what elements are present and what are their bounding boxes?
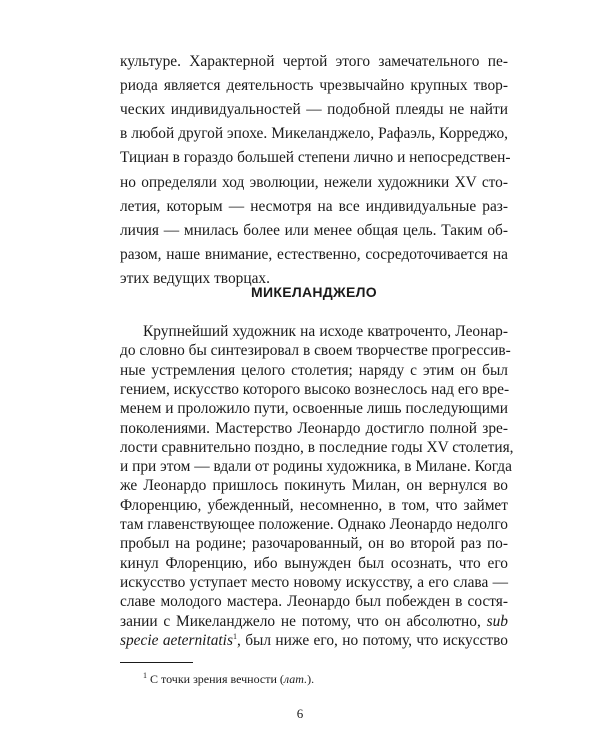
- text-line: менем и проложило пути, освоенные лишь последующими: [120, 400, 508, 418]
- text-line: личия — мнилась более или менее общая цель. Таким об-: [120, 221, 508, 239]
- page-number: 6: [296, 706, 304, 721]
- text-line: и при этом — вдали от родины художника, в Милане. Когда: [120, 458, 512, 476]
- footnote-marker[interactable]: 1: [232, 631, 237, 641]
- footnote-text-end: ).: [307, 672, 315, 686]
- text-line: [120, 631, 508, 651]
- footnote-divider: [120, 662, 193, 663]
- text-line: до словно бы синтезировал в своем творчестве прогрессив-: [120, 342, 511, 360]
- text-line: культуре. Характерной чертой этого замечательного пе-: [120, 53, 508, 70]
- text-line: лости сравнительно поздно, в последние годы XV столетия,: [120, 438, 514, 456]
- text-line: ные устремления целого столетия; наряду с этим он был: [120, 361, 508, 379]
- text-segment: , был ниже его, но потому, что искусство: [236, 631, 508, 649]
- text-line: летия, которым — несмотря на все индивидуальные раз-: [120, 197, 508, 215]
- text-line: [120, 612, 508, 632]
- text-line: там главенствующее положение. Однако Леонардо недолго: [120, 516, 508, 533]
- text-line: ческих индивидуальностей — подобной плеяды не найти: [120, 101, 508, 119]
- footnote-number: 1: [143, 671, 147, 680]
- footnote-text: С точки зрения вечности (: [150, 672, 284, 686]
- text-line: в любой другой эпохе. Микеланджело, Рафаэль, Корреджо,: [120, 125, 508, 143]
- text-line: славе молодого мастера. Леонардо был побежден в состя-: [120, 593, 508, 611]
- text-line: Флоренцию, убежденный, несомненно, в том, что займет: [120, 496, 508, 514]
- text-line: кинул Флоренцию, ибо вынужден был осознать, что его: [120, 554, 508, 572]
- text-line: искусство уступает место новому искусству, а его слава —: [120, 573, 508, 591]
- section-title: МИКЕЛАНДЖЕЛО: [251, 284, 377, 300]
- text-line: поколениями. Мастерство Леонардо достигло полной зре-: [120, 419, 508, 437]
- text-segment: зании с Микеланджело не потому, что он абсолютно,: [120, 612, 481, 630]
- text-line: риода является деятельность чрезвычайно крупных твор-: [120, 77, 508, 95]
- text-line: гением, искусство которого высоко вознеслось над его вре-: [120, 380, 510, 398]
- footnote: [143, 671, 314, 687]
- text-line: но определяли ход эволюции, нежели художники XV сто-: [120, 173, 508, 191]
- text-line: Тициан в гораздо большей степени лично и непосредствен-: [120, 149, 511, 167]
- italic-latin-phrase: sub: [486, 612, 509, 630]
- text-line: разом, наше внимание, естественно, сосредоточивается на: [120, 245, 508, 263]
- italic-latin-phrase: specie aeternitatis: [120, 631, 233, 649]
- text-line: этих ведущих творцах.: [120, 269, 270, 287]
- text-line: пробыл на родине; разочарованный, он во второй раз по-: [120, 535, 508, 553]
- text-line: же Леонардо пришлось покинуть Милан, он вернулся во: [120, 477, 508, 495]
- footnote-italic: лат.: [283, 672, 308, 686]
- text-line: Крупнейший художник на исходе кватроченто, Леонар-: [143, 323, 508, 340]
